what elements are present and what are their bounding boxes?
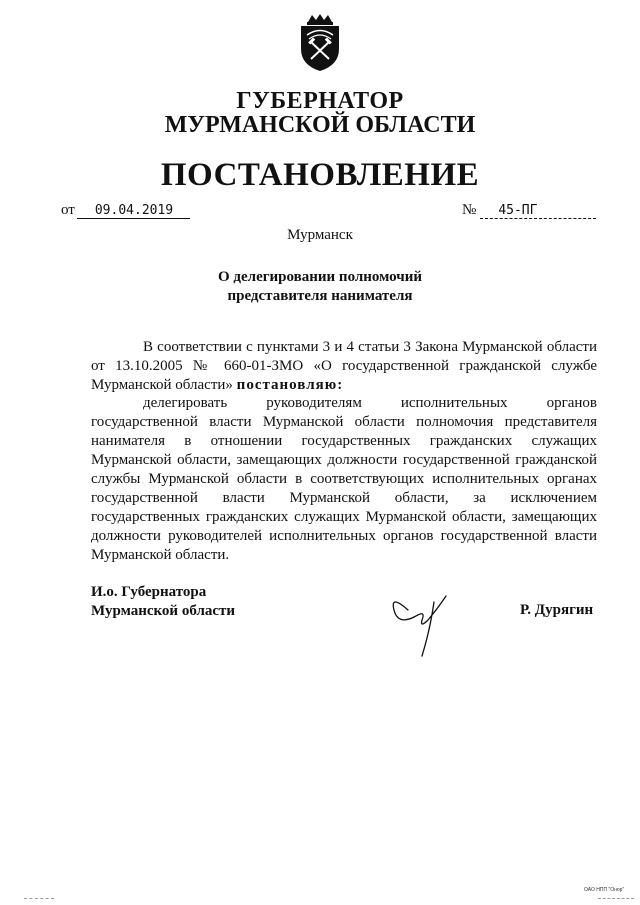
number-value: 45-ПГ xyxy=(480,203,596,219)
date-label: от xyxy=(61,202,75,218)
signatory-position-line1: И.о. Губернатора xyxy=(91,584,207,600)
document-type-title: ПОСТАНОВЛЕНИЕ xyxy=(160,157,480,193)
decree-keyword: постановляю: xyxy=(236,377,344,393)
issuer-title-line1: ГУБЕРНАТОР xyxy=(236,88,404,114)
document-number xyxy=(462,202,596,219)
signatory-position xyxy=(91,583,235,621)
signatory-position-line2: Мурманской области xyxy=(91,603,236,619)
footer-divider-right xyxy=(598,898,634,899)
signatory-name: Р. Дурягин xyxy=(520,602,594,618)
body-paragraph-1 xyxy=(91,338,597,395)
date-value: 09.04.2019 xyxy=(77,203,190,219)
issuer-title-line2: МУРМАНСКОЙ ОБЛАСТИ xyxy=(164,112,476,138)
subject-line1: О делегировании полномочий xyxy=(217,269,423,285)
handwritten-signature-icon xyxy=(386,580,456,660)
body-paragraph-2: делегировать руководителям исполнительных органов государственной власти Мурманской области полномочия представителя нанимателя в отношении государственных гражданских служащих Мурманской области, замещающих должности государственной гражданской службы Мурманской области в соответствующих исполнительных органах государственной власти Мурманской области, за исключением государственных гражданских служащих Мурманской области, замещающих должности руководителей исполнительных органов государственной власти Мурманской области. xyxy=(91,395,597,563)
subject-line2: представителя нанимателя xyxy=(227,288,413,304)
number-label: № xyxy=(462,202,477,218)
document-date xyxy=(61,202,190,219)
printer-mark: ОАО НПП "Онор" xyxy=(584,887,625,893)
paragraph1-text: В соответствии с пунктами 3 и 4 статьи 3 Закона Мурманской области от 13.10.2005 № 660-01-ЗМО «О государственной гражданской службе Мурманской области» xyxy=(91,339,597,393)
footer-divider-left xyxy=(24,898,54,899)
coat-of-arms-icon xyxy=(296,13,344,73)
city-name: Мурманск xyxy=(287,227,353,243)
document-subject xyxy=(0,268,640,306)
